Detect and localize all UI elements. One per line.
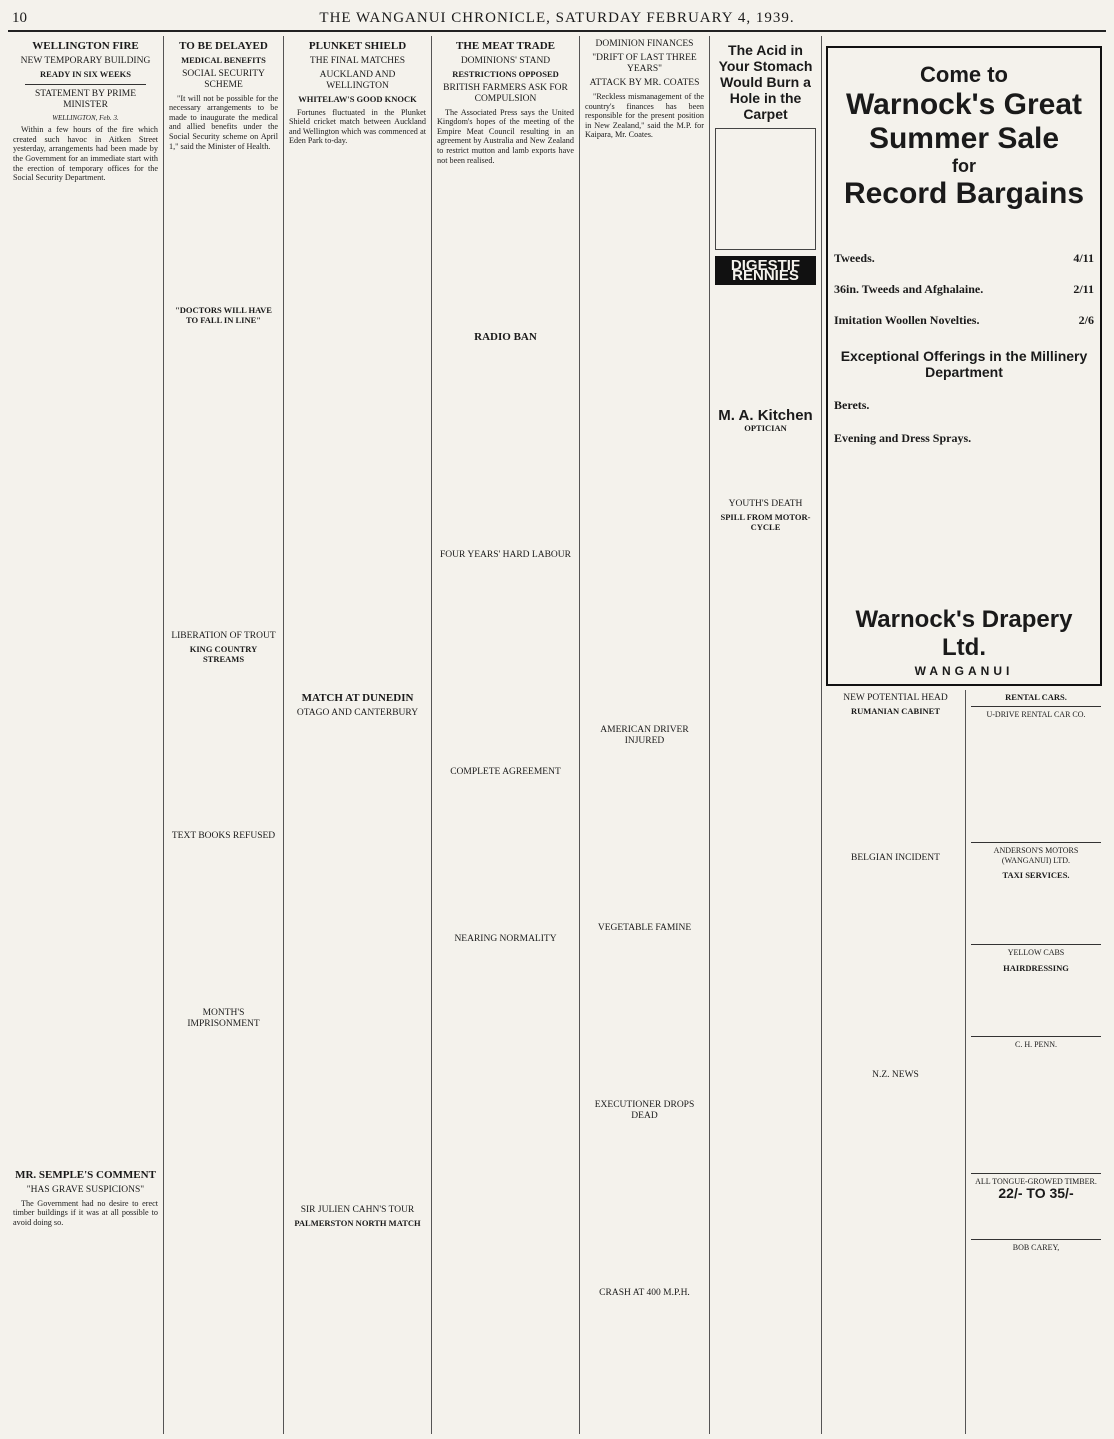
ad-line: Exceptional Offerings in the Millinery Department [840, 348, 1088, 380]
article-text: The Government had no desire to erect timber buildings if it was at all possible to avoid doing so. [13, 1198, 158, 1227]
subheadline: OTAGO AND CANTERBURY [296, 707, 419, 718]
item-price: 2/6 [1078, 313, 1094, 327]
sale-item [834, 313, 1094, 328]
article-text: "It will not be possible for the necessary arrangements to be made to inaugurate the medical and allied benefits under the Social Security scheme on April 1," said the Minister of Health. [169, 93, 278, 151]
column-4 [432, 36, 580, 1434]
headline: EXECUTIONER DROPS DEAD [594, 1099, 695, 1121]
divider [25, 84, 146, 85]
headline: NEW POTENTIAL HEAD [843, 693, 948, 703]
body-text-block [289, 722, 426, 1202]
column-5 [580, 36, 710, 1434]
ad-line: Warnock's Great [845, 88, 1083, 121]
classified-ad: YELLOW CABS [971, 944, 1101, 961]
classified-ad: C. H. PENN. [971, 1036, 1101, 1053]
digestif-rennies-logo: DIGESTIF RENNIES [715, 256, 816, 285]
body-text-block [831, 867, 960, 1067]
subheadline: "HAS GRAVE SUSPICIONS" [26, 1184, 145, 1195]
body-text-block [437, 347, 574, 547]
subheadline: THE FINAL MATCHES [309, 56, 406, 66]
page-number: 10 [12, 10, 27, 26]
headline: WELLINGTON FIRE [32, 40, 139, 52]
subheadline: SPILL FROM MOTOR-CYCLE [720, 512, 811, 532]
headline: NEARING NORMALITY [454, 934, 557, 945]
sale-item [834, 251, 1094, 266]
headline: THE MEAT TRADE [455, 40, 556, 52]
ad-line: Come to [920, 62, 1008, 87]
headline: DOMINION FINANCES [595, 39, 694, 49]
body-text-block [169, 328, 278, 628]
headline: AMERICAN DRIVER INJURED [600, 724, 689, 746]
subheadline: PALMERSTON NORTH MATCH [294, 1217, 421, 1228]
article-text: Within a few hours of the fire which created such havoc in Aitken Street yesterday, arrangements had been made by the Government for an immediate start with the erection of temporary offices for the Social Security Department. [13, 125, 158, 183]
ad-headline: The Acid in Your Stomach Would Burn a Hole in the Carpet [718, 42, 813, 122]
subheadline: "DOCTORS WILL HAVE TO FALL IN LINE" [175, 305, 272, 325]
body-text-block [831, 720, 960, 850]
column-3 [284, 36, 432, 1434]
column-6 [710, 36, 822, 1434]
headline: MONTH'S IMPRISONMENT [187, 1007, 260, 1029]
headline: SIR JULIEN CAHN'S TOUR [300, 1204, 415, 1215]
body-text-block [437, 781, 574, 931]
article-text: "Reckless mismanagement of the country's finances has been responsible for the present position in New Zealand," said the M.P. for Kaipara, Mr. Coates. [585, 92, 704, 140]
column-9 [966, 690, 1106, 1434]
body-text-block [971, 722, 1101, 842]
column-2 [164, 36, 284, 1434]
headline: BELGIAN INCIDENT [851, 852, 940, 863]
item-name: Imitation Woollen Novelties. [834, 313, 980, 327]
headline: CRASH AT 400 M.P.H. [599, 1287, 690, 1298]
warnock-advertisement [826, 46, 1102, 686]
masthead [8, 8, 1106, 32]
body-text-block [169, 845, 278, 1005]
classified-ad: U-DRIVE RENTAL CAR CO. [971, 706, 1101, 723]
headline: TEXT BOOKS REFUSED [171, 830, 276, 841]
headline: FOUR YEARS' HARD LABOUR [440, 550, 571, 561]
ad-line: for [952, 156, 976, 176]
newspaper-title: THE WANGANUI CHRONICLE, SATURDAY FEBRUARY 4, 1939. [319, 10, 795, 26]
subheadline: NEW TEMPORARY BUILDING [20, 56, 151, 66]
classified-ad: ANDERSON'S MOTORS (WANGANUI) LTD. [971, 842, 1101, 868]
sale-item [834, 282, 1094, 297]
column-1 [8, 36, 164, 1434]
store-name: Warnock's Drapery Ltd. [855, 606, 1073, 661]
headline: N.Z. NEWS [872, 1069, 919, 1080]
item-name: Tweeds. [834, 251, 875, 265]
ad-line: Summer Sale [868, 122, 1060, 155]
item-name: 36in. Tweeds and Afghalaine. [834, 282, 984, 296]
column-8 [826, 690, 966, 1434]
item-name: Berets. [834, 398, 870, 412]
classified-ad: ALL TONGUE-GROWED TIMBER. [971, 1173, 1101, 1190]
body-text-block [715, 291, 816, 411]
body-text-block [585, 1125, 704, 1285]
body-text-block [13, 185, 158, 1165]
body-text-block [585, 937, 704, 1097]
body-text-block [971, 884, 1101, 944]
body-text-block [585, 142, 704, 722]
subheadline: MEDICAL BENEFITS [181, 55, 266, 65]
headline: TAXI SERVICES. [1002, 870, 1070, 881]
body-text-block [289, 148, 426, 688]
subheadline: ATTACK BY MR. COATES [589, 78, 700, 88]
headline: HAIRDRESSING [1003, 962, 1069, 973]
body-text-block [715, 436, 816, 496]
article-text: The Associated Press says the United Kingdom's hopes of the meeting of the Empire Meat Council resulting in an agreement by Australia and New Zealand to restrict mutton and lamb exports have not been realised. [437, 107, 574, 165]
subheadline: READY IN SIX WEEKS [40, 69, 131, 79]
headline: MATCH AT DUNEDIN [301, 691, 414, 704]
classified-ad: BOB CAREY, [971, 1239, 1101, 1256]
body-text-block [834, 211, 1094, 251]
headline: VEGETABLE FAMINE [597, 922, 692, 933]
headline: RADIO BAN [474, 331, 537, 344]
ad-illustration [715, 128, 816, 250]
headline: COMPLETE AGREEMENT [450, 767, 561, 778]
item-name: Evening and Dress Sprays. [834, 431, 972, 445]
article-text: Fortunes fluctuated in the Plunket Shield cricket match between Auckland and Wellington which was commenced at Eden Park to-day. [289, 107, 426, 146]
body-text-block [971, 976, 1101, 1036]
dateline: WELLINGTON, Feb. 3. [52, 113, 119, 122]
advertiser-name: M. A. Kitchen [718, 407, 813, 425]
headline: TO BE DELAYED [179, 40, 268, 52]
headline: LIBERATION OF TROUT [171, 631, 276, 642]
body-text-block [971, 1199, 1101, 1239]
store-town: WANGANUI [914, 664, 1014, 678]
subheadline: KING COUNTRY STREAMS [189, 644, 258, 664]
headline: YOUTH'S DEATH [728, 499, 803, 510]
body-text-block [437, 564, 574, 764]
subheadline: RESTRICTIONS OPPOSED [452, 69, 559, 79]
subheadline: STATEMENT BY PRIME MINISTER [34, 88, 137, 110]
price-range: 22/- TO 35/- [998, 1185, 1074, 1202]
ad-line: Record Bargains [843, 177, 1085, 210]
body-text-block [585, 750, 704, 920]
subheadline: AUCKLAND AND WELLINGTON [319, 70, 396, 91]
body-text-block [971, 1053, 1101, 1173]
subheadline: SOCIAL SECURITY SCHEME [182, 68, 265, 90]
subheadline: DOMINIONS' STAND [460, 56, 551, 66]
body-text-block [437, 167, 574, 327]
body-text-block [169, 668, 278, 828]
item-price: 4/11 [1073, 251, 1094, 265]
headline: MR. SEMPLE'S COMMENT [15, 1168, 156, 1181]
headline: RENTAL CARS. [1005, 692, 1067, 702]
advertiser-role: OPTICIAN [744, 422, 787, 433]
subheadline: RUMANIAN CABINET [850, 706, 941, 716]
body-text-block [169, 153, 278, 303]
headline: PLUNKET SHIELD [308, 40, 407, 52]
subheadline: WHITELAW'S GOOD KNOCK [298, 94, 417, 104]
subheadline: "DRIFT OF LAST THREE YEARS" [592, 53, 697, 74]
item-price: 2/11 [1073, 282, 1094, 296]
subheadline: BRITISH FARMERS ASK FOR COMPULSION [443, 82, 568, 104]
